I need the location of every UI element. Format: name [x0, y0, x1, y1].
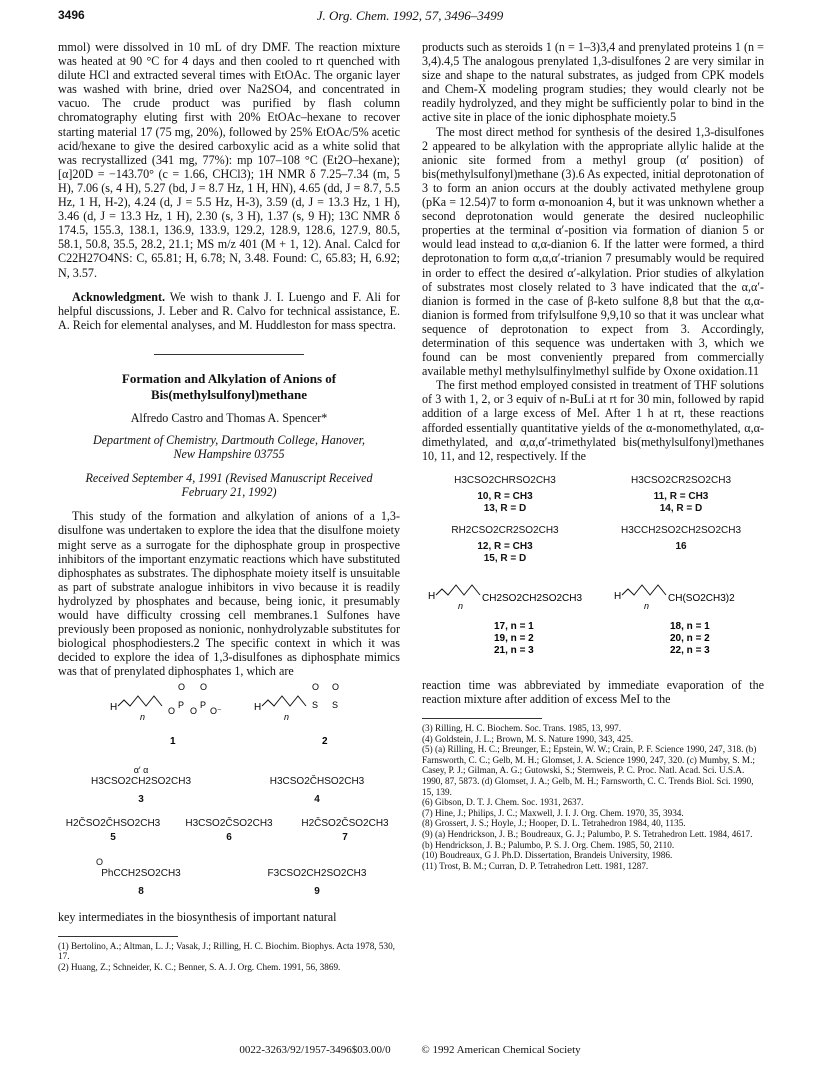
- struct9: [234, 856, 400, 898]
- received-date: [58, 471, 400, 499]
- acknowledgment-label: Acknowledgment.: [72, 289, 166, 304]
- article-affiliation: [58, 433, 400, 461]
- footnote-7: (7) Hine, J.; Philips, J. C.; Maxwell, J. I. J. Org. Chem. 1970, 35, 3934.: [422, 807, 684, 818]
- struct3: [58, 764, 224, 806]
- right-column: [422, 40, 764, 871]
- struct19-label: 19, n = 2: [494, 632, 534, 644]
- footnote-10: (10) Boudreaux, G J. Ph.D. Dissertation, Brandeis University, 1986.: [422, 850, 673, 861]
- formula-12: RH2CSO2CR2SO2CH3: [451, 524, 559, 536]
- structures-5-6-7: [58, 818, 400, 844]
- struct1-o-top1: O: [178, 682, 186, 693]
- formula-3: H3CSO2CH2SO2CH3: [90, 775, 192, 787]
- struct18-h: H: [614, 590, 622, 602]
- experimental-paragraph: mmol) were dissolved in 10 mL of dry DMF. The reaction mixture was heated at 90 °C for 4 days and then cooled to rt quenched with dilute HCl and extracted several times with EtOAc. The organic layer was washed with brine, dried over Na2SO4, and concentrated in vacuo. The crude product was purified by flash column chromatography eluting first with 20% EtOAc–hexane to recover starting material 17 (75 mg, 20%), followed by 25% EtOAc/5% acetic acid/hexane to give the desired carboxylic acid as a white solid that was recrystallized (341 mg, 77%): mp 107–108 °C (Et2O–hexane); [α]20D = −143.70° (c = 1.66, CHCl3); 1H NMR δ 7.25–7.34 (m, 5 H), 7.06 (s, 4 H), 5.27 (bd, J = 8.7 Hz, 1 H, HN), 4.65 (dd, J = 8.7, 5.5 Hz, 1 H, H-2), 4.24 (d, J = 5.5 Hz, H-3), 3.59 (d, J = 13.3 Hz, 1 H), 3.46 (d, J = 13.3 Hz, 1 H), 2.30 (s, 3 H), 1.37 (s, 9 H); 13C NMR δ 174.5, 155.3, 138.1, 136.9, 133.9, 129.2, 128.9, 128.6, 127.9, 80.5, 58.1, 50.8, 35.5, 28.2, 21.1; MS m/z 401 (M + 1, 12). Anal. Calcd for C22H27O4NS: C, 65.81; H, 6.78; N, 3.48. Found: C, 65.83; H, 6.92; N, 3.57.: [58, 40, 400, 280]
- page-header: [58, 8, 762, 30]
- formula-17: CH2SO2CH2SO2CH3: [482, 592, 583, 604]
- struct2-s2: S: [332, 700, 339, 711]
- struct7-number: 7: [342, 831, 348, 843]
- alpha-prime-label: α′: [133, 764, 141, 775]
- right-footnotes: [422, 723, 764, 871]
- struct10: [422, 475, 588, 515]
- received-line-2: February 21, 1992): [181, 485, 277, 500]
- acknowledgment-paragraph: [58, 290, 400, 332]
- struct2-s1: S: [312, 700, 319, 711]
- struct2-o-top1: O: [312, 682, 320, 693]
- struct18-n: n: [644, 600, 650, 611]
- title-line-1: Formation and Alkylation of Anions of: [121, 370, 337, 386]
- struct1-o-minus: O⁻: [210, 706, 222, 717]
- affiliation-line-2: New Hampshire 03755: [173, 447, 285, 462]
- journal-citation: J. Org. Chem. 1992, 57, 3496–3499: [316, 8, 504, 23]
- struct5-number: 5: [110, 831, 116, 843]
- left-tail-text: key intermediates in the biosynthesis of important natural: [58, 909, 337, 924]
- struct1-o-top2: O: [200, 682, 208, 693]
- struct8-number: 8: [138, 885, 144, 897]
- struct1-p2: P: [200, 700, 207, 711]
- struct1-number: 1: [170, 736, 176, 748]
- title-line-2: Bis(methylsulfonyl)methane: [151, 386, 307, 402]
- struct17-label: 17, n = 1: [494, 620, 534, 632]
- struct16-label: 16: [675, 540, 687, 552]
- footnote-9: (9) (a) Hendrickson, J. B.; Boudreaux, G. J.; Palumbo, P. S. Tetrahedron Lett. 1984, 4617. (b) Hendrickson, J. B.; Palumbo, P. S. J. Org. Chem. 1985, 50, 2110.: [422, 829, 753, 850]
- struct1-o2: O: [190, 706, 198, 717]
- formula-9: F3CSO2CH2SO2CH3: [267, 867, 367, 879]
- struct15-label: 15, R = D: [483, 552, 527, 564]
- struct4: [234, 764, 400, 806]
- footnote-2: (2) Huang, Z.; Schneider, K. C.; Benner, S. A. J. Org. Chem. 1991, 56, 3869.: [58, 961, 341, 972]
- structures-3-4: [58, 764, 400, 806]
- footnote-rule: [58, 936, 178, 937]
- formula-7: H2ČSO2ČSO2CH3: [301, 817, 389, 829]
- struct13-label: 13, R = D: [483, 502, 527, 514]
- footnote-rule-right: [422, 718, 542, 719]
- intro-paragraph: This study of the formation and alkylation of anions of a 1,3-disulfone was undertaken to explore the idea that the disulfone moiety might serve as a surrogate for the diphosphate group in prospective inhibitors of the important enzymatic reactions which have substituted diphosphates as substrates. The diphosphate moiety itself is unsuitable as part of substrate analogue inhibitors in vivo because it is readily hydrolyzed by phosphates and because, being ionic, it presumably would have difficulty crossing cell membranes.1 Sulfones have previously been proposed as nonionic, nonhydrolyzable substitutes for biological phosphodiesters.2 The specific context in which it was decided to explore the idea of 1,3-disulfones as diphosphate mimics was that of prenylated diphosphates 1, which are: [58, 509, 400, 679]
- alpha-label: α: [143, 764, 149, 775]
- struct2-prenyl-chain: [262, 696, 306, 706]
- struct17-prenyl-chain: [436, 585, 480, 595]
- structures-17-22-figure: [422, 577, 764, 669]
- received-line-1: Received September 4, 1991 (Revised Manuscript Received: [85, 471, 373, 486]
- struct12-label: 12, R = CH3: [477, 540, 533, 552]
- copyright-notice: © 1992 American Chemical Society: [421, 1044, 581, 1056]
- footnote-8: (8) Grossert, J. S.; Hoyle, J.; Hooper, D. L. Tetrahedron 1984, 40, 1135.: [422, 818, 686, 829]
- structures-8-9: [58, 856, 400, 898]
- article-code: 0022-3263/92/1957-3496$03.00/0: [239, 1044, 391, 1056]
- right-paragraph-1: products such as steroids 1 (n = 1–3)3,4 and prenylated proteins 1 (n = 3,4).4,5 The analogous prenylated 1,3-disulfones 2 are very similar in size and shape to the natural substrates, as judged from CPK models and Chem-X modeling program studies; they would clearly not be readily hydrolyzed, and they might be sufficiently polar to bind in the active site in place of the ionic diphosphate moiety.5: [422, 40, 764, 125]
- footnote-3: (3) Rilling, H. C. Biochem. Soc. Trans. 1985, 13, 997.: [422, 723, 622, 734]
- right-paragraph-4: reaction time was abbreviated by immediate evaporation of the reaction mixture after addition of excess MeI to the: [422, 677, 764, 706]
- formula-10: H3CSO2CHRSO2CH3: [454, 474, 556, 486]
- struct1-p1: P: [178, 700, 185, 711]
- formula-18: CH(SO2CH3)2: [668, 592, 735, 604]
- article-authors: Alfredo Castro and Thomas A. Spencer*: [130, 410, 328, 425]
- struct3-number: 3: [138, 793, 144, 805]
- struct18-prenyl-chain: [622, 585, 666, 595]
- struct6-number: 6: [226, 831, 232, 843]
- struct11: [598, 475, 764, 515]
- left-column: [58, 40, 400, 972]
- struct1-o1: O: [168, 706, 176, 717]
- structures-1-2-figure: [58, 678, 400, 748]
- struct17-h: H: [428, 590, 436, 602]
- struct1-n-label: n: [140, 712, 146, 723]
- right-paragraph-2: The most direct method for synthesis of the desired 1,3-disulfones 2 appeared to be alkylation with the appropriate allylic halide at the anionic site formed from a methyl group (α′ position) of bis(methylsulfonyl)methane (3).6 As expected, initial deprotonation of 3 to form an anion occurs at the doubly activated methylene group (pKa = 12.54)7 to form α-monoanion 4, but it was unknown whether a second deprotonation would generate the desired nucleophilic properties at the terminal α′-position via formation of dianion 5 or would lead instead to α,α-dianion 6. If the latter were formed, a third deprotonation to form α,α,α′-trianion 7 presumably would be required in order to effect the desired α′-alkylation. Prior studies of alkylation of substrates most closely related to 3 have indicated that the α,α′-dianion is formed in the case of β-keto sulfone 8,8 but that the α,α-dianion is formed from trifylsulfone 9,9,10 so that it was unclear what sequence of deprotonation to expect from 3. Accordingly, determination of this sequence was undertaken with 3, which we found can be most conveniently prepared from commercially available methyl methylsulfinylmethyl sulfide by Oxone oxidation.11: [422, 124, 764, 379]
- formula-8-oxygen: O: [96, 856, 104, 867]
- struct4-number: 4: [314, 793, 320, 805]
- struct22-label: 22, n = 3: [670, 644, 710, 656]
- left-footnotes: [58, 941, 400, 973]
- struct2-number: 2: [322, 736, 328, 748]
- article-title: [58, 371, 400, 403]
- struct18-label: 18, n = 1: [670, 620, 710, 632]
- formula-16: H3CCH2SO2CH2SO2CH3: [620, 524, 742, 536]
- acknowledgment-text: We wish to thank J. I. Luengo and F. Ali for helpful discussions, J. Leber and R. Calvo for technical assistance, E. A. Reich for elemental analyses, and M. Huddleston for mass spectra.: [58, 289, 400, 332]
- struct9-number: 9: [314, 885, 320, 897]
- struct1-h-label: H: [110, 702, 118, 714]
- footnote-4: (4) Goldstein, J. L.; Brown, M. S. Nature 1990, 343, 425.: [422, 733, 634, 744]
- struct14-label: 14, R = D: [659, 502, 703, 514]
- struct11-label: 11, R = CH3: [653, 490, 709, 502]
- footnote-5: (5) (a) Rilling, H. C.; Breunger, E.; Epstein, W. W.; Crain, P. F. Science 1990, 247, 318. (b) Farnsworth, C. C.; Gelb, M. H.; Glomset, J. A. Science 1990, 247, 320. (c) Mumby, S. M.; Casey, P. J.; Gilman, A. G.; Gutowski, S.; Sternweis, P. C. Proc. Natl. Acad. Sci. U.S.A. 1990, 87, 5873. (d) Glomset, J. A.; Gelb, M. H.; Farnsworth, C. C. Trends Biol. Sci. 1990, 15, 139.: [422, 744, 757, 797]
- formula-5: H2ČSO2ČHSO2CH3: [65, 817, 161, 829]
- struct1-prenyl-chain: [118, 696, 162, 706]
- right-paragraph-3: The first method employed consisted in treatment of THF solutions of 3 with 1, 2, or 3 equiv of n-BuLi at rt for 30 min, followed by rapid addition of a large excess of MeI. After 1 h at rt, these reactions afforded essentially quantitative yields of the α-monomethylated, α,α-dimethylated, and α,α,α′-trimethylated bis(methylsulfonyl)methanes 10, 11, and 12, respectively. If the: [422, 378, 764, 463]
- section-divider: [154, 354, 304, 355]
- structures-10-16: [422, 475, 764, 565]
- footnote-6: (6) Gibson, D. T. J. Chem. Soc. 1931, 2637.: [422, 797, 584, 808]
- affiliation-line-1: Department of Chemistry, Dartmouth College, Hanover,: [92, 432, 366, 447]
- formula-4: H3CSO2ČHSO2CH3: [269, 775, 365, 787]
- page-number: 3496: [58, 8, 85, 22]
- struct8: [58, 856, 224, 898]
- struct2-n-label: n: [284, 712, 290, 723]
- struct16: [598, 525, 764, 565]
- footnote-11: (11) Trost, B. M.; Curran, D. P. Tetrahedron Lett. 1981, 1287.: [422, 860, 649, 871]
- footnote-1: (1) Bertolino, A.; Altman, L. J.; Vasak, J.; Rilling, H. C. Biochim. Biophys. Acta 1978, 530, 17.: [58, 940, 395, 962]
- struct2-h-label: H: [254, 702, 262, 714]
- struct21-label: 21, n = 3: [494, 644, 534, 656]
- struct10-label: 10, R = CH3: [477, 490, 533, 502]
- formula-8: PhCCH2SO2CH3: [101, 867, 181, 879]
- struct17-n: n: [458, 600, 464, 611]
- page-footer: [0, 1044, 820, 1056]
- formula-11: H3CSO2CR2SO2CH3: [630, 474, 732, 486]
- struct2-o-top2: O: [332, 682, 340, 693]
- formula-6: H3CSO2ČSO2CH3: [185, 817, 273, 829]
- struct20-label: 20, n = 2: [670, 632, 710, 644]
- struct12: [422, 525, 588, 565]
